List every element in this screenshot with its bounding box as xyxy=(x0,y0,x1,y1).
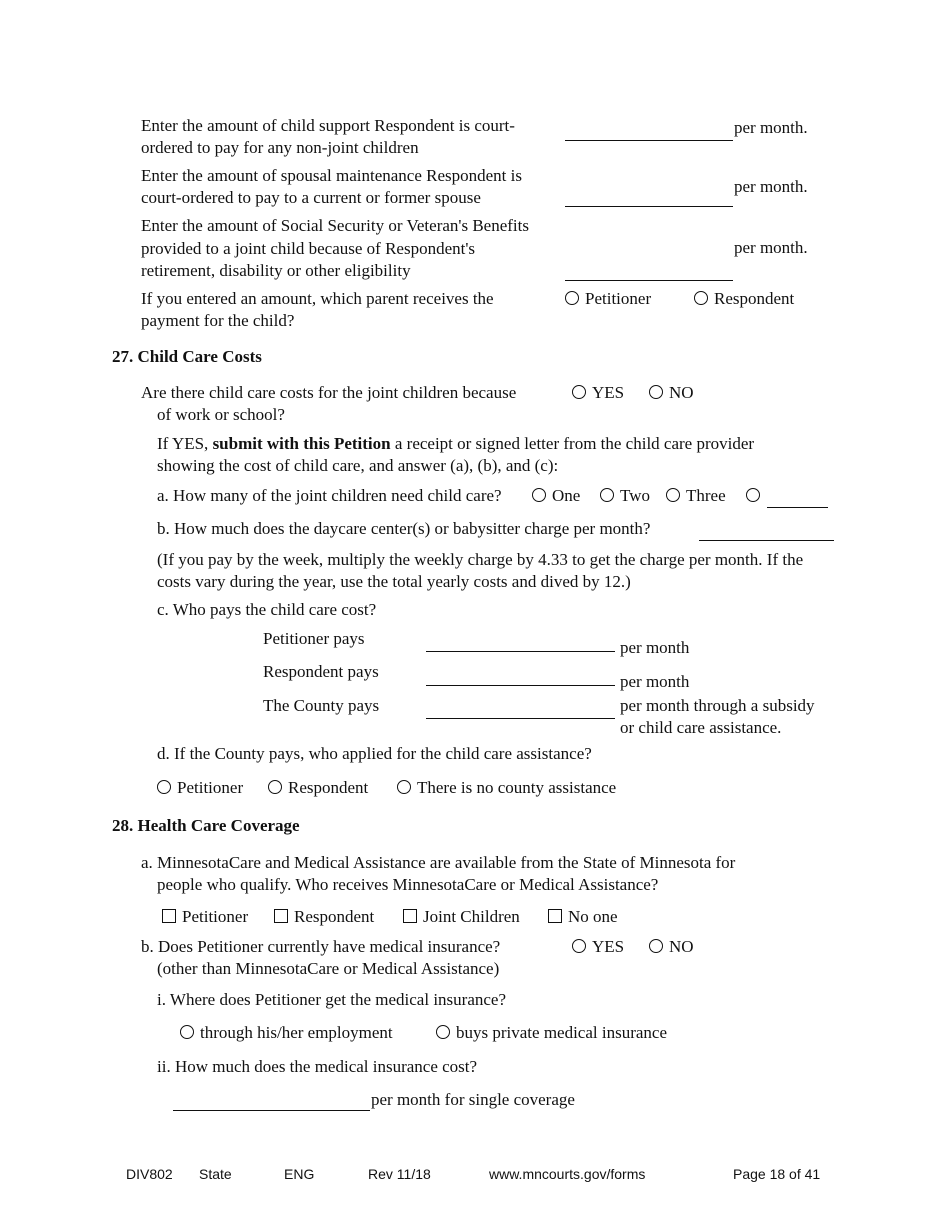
petitioner-insurance-question-line1: b. Does Petitioner currently have medical insurance? xyxy=(141,937,501,956)
source-employment-option[interactable]: through his/her employment xyxy=(180,1022,393,1044)
childcare-question-line1: Are there child care costs for the joint children because xyxy=(141,383,517,402)
footer-form-number: DIV802 xyxy=(126,1166,173,1182)
insurance-yes-option[interactable]: YES xyxy=(572,936,624,958)
social-security-unit: per month. xyxy=(734,238,808,257)
count-other-field[interactable] xyxy=(767,507,828,508)
radio-icon[interactable] xyxy=(600,488,614,502)
receiver-respondent-option[interactable]: Respondent xyxy=(694,288,794,310)
radio-icon[interactable] xyxy=(157,780,171,794)
insurance-cost-field[interactable] xyxy=(173,1110,370,1111)
minnesotacare-question-line1: a. MinnesotaCare and Medical Assistance are available from the State of Minnesota for xyxy=(141,853,736,872)
radio-icon[interactable] xyxy=(649,385,663,399)
footer-language: ENG xyxy=(284,1166,315,1182)
childcare-yes-option[interactable]: YES xyxy=(572,382,624,404)
spousal-maintenance-label-line1: Enter the amount of spousal maintenance Respondent is xyxy=(141,166,522,185)
count-three-option[interactable]: Three xyxy=(666,485,726,507)
count-two-option[interactable]: Two xyxy=(600,485,650,507)
radio-icon[interactable] xyxy=(746,488,760,502)
nonjoint-support-label-line2: ordered to pay for any non-joint children xyxy=(141,138,419,157)
applicant-none-option[interactable]: There is no county assistance xyxy=(397,777,616,799)
who-pays-question: c. Who pays the child care cost? xyxy=(157,600,377,619)
insurance-cost-unit: per month for single coverage xyxy=(371,1090,575,1109)
radio-icon[interactable] xyxy=(180,1025,194,1039)
applicant-respondent-option[interactable]: Respondent xyxy=(268,777,368,799)
footer-url[interactable]: www.mncourts.gov/forms xyxy=(489,1166,646,1182)
footer-page-number: Page 18 of 41 xyxy=(733,1166,821,1182)
source-private-option[interactable]: buys private medical insurance xyxy=(436,1022,667,1044)
county-pays-field[interactable] xyxy=(426,718,615,719)
section-28-heading: 28. Health Care Coverage xyxy=(112,816,300,835)
recipient-no-one-checkbox[interactable]: No one xyxy=(548,906,618,928)
radio-icon[interactable] xyxy=(649,939,663,953)
nonjoint-support-unit: per month. xyxy=(734,118,808,137)
radio-icon[interactable] xyxy=(565,291,579,305)
radio-icon[interactable] xyxy=(436,1025,450,1039)
radio-icon[interactable] xyxy=(397,780,411,794)
recipient-petitioner-checkbox[interactable]: Petitioner xyxy=(162,906,248,928)
spousal-maintenance-amount-field[interactable] xyxy=(565,206,733,207)
petitioner-insurance-question-line2: (other than MinnesotaCare or Medical Assistance) xyxy=(157,959,500,978)
recipient-respondent-checkbox[interactable]: Respondent xyxy=(274,906,374,928)
social-security-label-line2: provided to a joint child because of Respondent's xyxy=(141,239,476,258)
receiver-petitioner-option[interactable]: Petitioner xyxy=(565,288,651,310)
petitioner-pays-unit: per month xyxy=(620,638,690,657)
checkbox-icon[interactable] xyxy=(274,909,288,923)
county-applicant-question: d. If the County pays, who applied for the child care assistance? xyxy=(157,744,592,763)
insurance-source-question: i. Where does Petitioner get the medical insurance? xyxy=(157,990,506,1009)
recipient-joint-children-checkbox[interactable]: Joint Children xyxy=(403,906,520,928)
count-other-option[interactable] xyxy=(746,485,766,507)
applicant-petitioner-option[interactable]: Petitioner xyxy=(157,777,243,799)
if-yes-instruction-line1: If YES, submit with this Petition a receipt or signed letter from the child care provider xyxy=(157,434,755,453)
county-pays-unit-line2: or child care assistance. xyxy=(620,718,782,737)
county-pays-unit-line1: per month through a subsidy xyxy=(620,696,815,715)
payment-receiver-label-line2: payment for the child? xyxy=(141,311,295,330)
social-security-amount-field[interactable] xyxy=(565,280,733,281)
section-27-heading: 27. Child Care Costs xyxy=(112,347,262,366)
count-one-option[interactable]: One xyxy=(532,485,580,507)
social-security-label-line1: Enter the amount of Social Security or Veteran's Benefits xyxy=(141,216,529,235)
footer-revision: Rev 11/18 xyxy=(368,1166,431,1182)
checkbox-icon[interactable] xyxy=(162,909,176,923)
checkbox-icon[interactable] xyxy=(548,909,562,923)
if-yes-instruction-line2: showing the cost of child care, and answer (a), (b), and (c): xyxy=(157,456,559,475)
footer-state: State xyxy=(199,1166,232,1182)
childcare-question-line2: of work or school? xyxy=(157,405,285,424)
nonjoint-support-amount-field[interactable] xyxy=(565,140,733,141)
spousal-maintenance-unit: per month. xyxy=(734,177,808,196)
nonjoint-support-label-line1: Enter the amount of child support Respondent is court- xyxy=(141,116,515,135)
radio-icon[interactable] xyxy=(694,291,708,305)
children-count-question: a. How many of the joint children need child care? xyxy=(157,486,502,505)
weekly-note-line1: (If you pay by the week, multiply the weekly charge by 4.33 to get the charge per month. If the xyxy=(157,550,804,569)
radio-icon[interactable] xyxy=(572,385,586,399)
daycare-charge-question: b. How much does the daycare center(s) or babysitter charge per month? xyxy=(157,519,651,538)
spousal-maintenance-label-line2: court-ordered to pay to a current or former spouse xyxy=(141,188,481,207)
payment-receiver-label-line1: If you entered an amount, which parent receives the xyxy=(141,289,494,308)
petitioner-pays-field[interactable] xyxy=(426,651,615,652)
insurance-cost-question: ii. How much does the medical insurance cost? xyxy=(157,1057,478,1076)
social-security-label-line3: retirement, disability or other eligibility xyxy=(141,261,411,280)
radio-icon[interactable] xyxy=(268,780,282,794)
petitioner-pays-label: Petitioner pays xyxy=(263,629,365,648)
county-pays-label: The County pays xyxy=(263,696,380,715)
respondent-pays-label: Respondent pays xyxy=(263,662,379,681)
childcare-no-option[interactable]: NO xyxy=(649,382,694,404)
respondent-pays-unit: per month xyxy=(620,672,690,691)
daycare-charge-field[interactable] xyxy=(699,540,834,541)
radio-icon[interactable] xyxy=(532,488,546,502)
radio-icon[interactable] xyxy=(666,488,680,502)
minnesotacare-question-line2: people who qualify. Who receives MinnesotaCare or Medical Assistance? xyxy=(157,875,659,894)
respondent-pays-field[interactable] xyxy=(426,685,615,686)
weekly-note-line2: costs vary during the year, use the total yearly costs and dived by 12.) xyxy=(157,572,631,591)
checkbox-icon[interactable] xyxy=(403,909,417,923)
radio-icon[interactable] xyxy=(572,939,586,953)
insurance-no-option[interactable]: NO xyxy=(649,936,694,958)
